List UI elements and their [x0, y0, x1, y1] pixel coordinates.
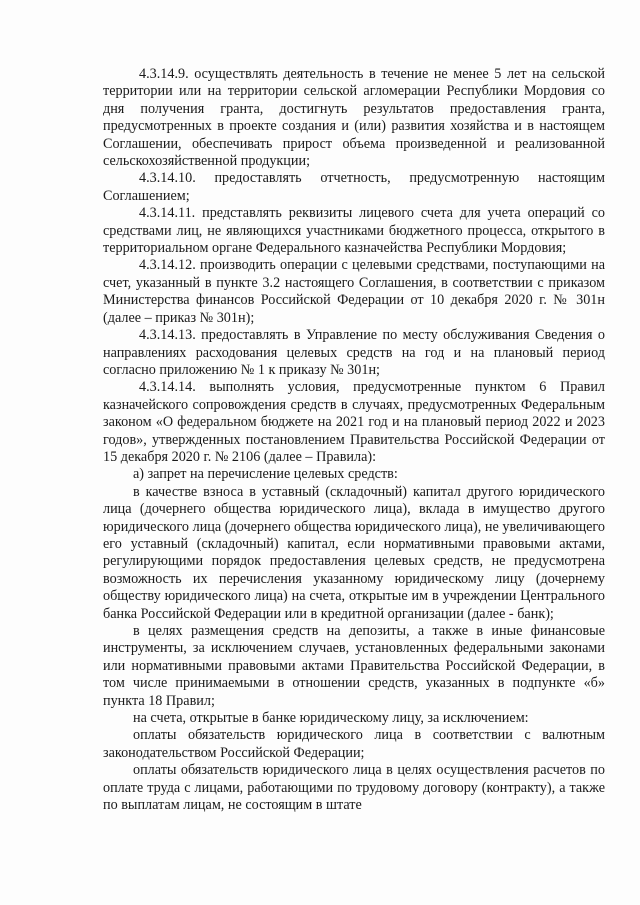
paragraph-4-3-14-9: 4.3.14.9. осуществлять деятельность в течение не менее 5 лет на сельской территории или на территории сельской агломерации Республики Мордовия со дня получения гранта, достигнуть результатов предоставления гранта, предусмотренных в проекте создания и (или) развития хозяйства и в настоящем Соглашении, обеспечивать прирост объема произведенной и реализованной сельскохозяйственной продукции; [103, 66, 605, 170]
paragraph-labor-payments: оплаты обязательств юридического лица в целях осуществления расчетов по оплате труда с лицами, работающими по трудовому договору (контракту), а также по выплатам лицам, не состоящим в штате [103, 762, 605, 814]
paragraph-deposits: в целях размещения средств на депозиты, а также в иные финансовые инструменты, за исключением случаев, установленных федеральными законами или нормативными правовыми актами Правительства Российской Федерации, в том числе принимаемыми в отношении средств, указанных в подпункте «б» пункта 18 Правил; [103, 623, 605, 709]
paragraph-4-3-14-13: 4.3.14.13. предоставлять в Управление по месту обслуживания Сведения о направлениях расходования целевых средств на год и на плановый период согласно приложению № 1 к приказу № 301н; [103, 327, 605, 378]
paragraph-bank-accounts: на счета, открытые в банке юридическому лицу, за исключением: [133, 710, 529, 727]
paragraph-capital-contribution: в качестве взноса в уставный (складочный) капитал другого юридического лица (дочернего общества юридического лица), вклада в имущество другого юридического лица (дочернего общества юридического лица), не увеличивающего его уставный (складочный) капитал, если нормативными правовыми актами, регулирующими порядок предоставления целевых средств, не предусмотрена возможность их перечисления указанному юридическому лицу (дочернему обществу юридического лица) на счета, открытые им в учреждении Центрального банка Российской Федерации или в кредитной организации (далее - банк); [103, 483, 605, 622]
paragraph-4-3-14-14: 4.3.14.14. выполнять условия, предусмотренные пунктом 6 Правил казначейского сопровождения средств в случаях, предусмотренных Федеральным законом «О федеральном бюджете на 2021 год и на плановый период 2022 и 2023 годов», утвержденных постановлением Правительства Российской Федерации от 15 декабря 2020 г. № 2106 (далее – Правила): [103, 379, 605, 465]
paragraph-currency-obligations: оплаты обязательств юридического лица в соответствии с валютным законодательством Российской Федерации; [103, 727, 605, 761]
paragraph-4-3-14-12: 4.3.14.12. производить операции с целевыми средствами, поступающими на счет, указанный в пункте 3.2 настоящего Соглашения, в соответствии с приказом Министерства финансов Российской Федерации от 10 декабря 2020 г. № 301н (далее – приказ № 301н); [103, 257, 605, 326]
paragraph-item-a: а) запрет на перечисление целевых средств: [133, 466, 398, 483]
paragraph-4-3-14-11: 4.3.14.11. представлять реквизиты лицевого счета для учета операций со средствами лиц, не являющихся участниками бюджетного процесса, открытого в территориальном органе Федерального казначейства Республики Мордовия; [103, 205, 605, 257]
paragraph-4-3-14-10: 4.3.14.10. предоставлять отчетность, предусмотренную настоящим Соглашением; [103, 170, 605, 204]
document-body [103, 66, 605, 814]
